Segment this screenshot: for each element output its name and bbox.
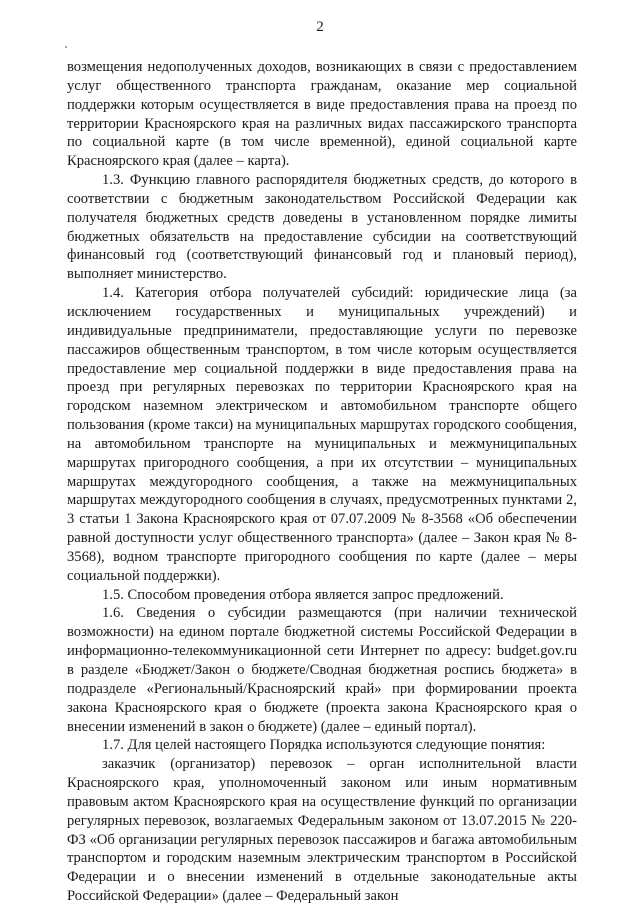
document-body: [67, 58, 577, 906]
paragraph-1-7: 1.7. Для целей настоящего Порядка используются следующие понятия:: [102, 737, 546, 754]
paragraph-1-6: 1.6. Сведения о субсидии размещаются (при наличии технической возможности) на едином портале бюджетной системы Российской Федерации в информационно-телекоммуникационной сети Интернет по адресу: budget.gov.ru в разделе «Бюджет/Закон о бюджете/Сводная бюджетная роспись бюджета» в подразделе «Региональный/Красноярский край» при формировании проекта закона Красноярского края о бюджете (проекта закона Красноярского края о внесении изменений в закон о бюджете) (далее – единый портал).: [67, 605, 577, 735]
paragraph-1-5: 1.5. Способом проведения отбора является запрос предложений.: [102, 586, 504, 603]
paragraph-1-7-definition: заказчик (организатор) перевозок – орган исполнительной власти Красноярского края, уполномоченный законом или иным нормативным правовым актом Красноярского края на осуществление функций по организации регулярных перевозок, возлагаемых Федеральным законом от 13.07.2015 № 220-ФЗ «Об организации регулярных перевозок пассажиров и багажа автомобильным транспортом и городским наземным электрическим транспортом в Российской Федерации и о внесении изменений в отдельные законодательные акты Российской Федерации» (далее – Федеральный закон: [67, 756, 577, 905]
page-number: 2: [316, 19, 324, 35]
paragraph-1-3: 1.3. Функцию главного распорядителя бюджетных средств, до которого в соответствии с бюджетным законодательством Российской Федерации как получателя бюджетных средств доведены в установленном порядке лимиты бюджетных обязательств на предоставление субсидии на соответствующий финансовый год (соответствующий финансовый год и плановый период), выполняет министерство.: [67, 172, 577, 283]
paragraph-continuation: возмещения недополученных доходов, возникающих в связи с предоставлением услуг общественного транспорта гражданам, оказание мер социальной поддержки которым осуществляется в виде предоставления права на проезд по территории Красноярского края на различных видах пассажирского транспорта по социальной карте (в том числе временной), единой социальной карте Красноярского края (далее – карта).: [67, 59, 577, 170]
scan-mark: [65, 46, 67, 48]
paragraph-1-4: 1.4. Категория отбора получателей субсидий: юридические лица (за исключением государственных и муниципальных учреждений) и индивидуальные предприниматели, предоставляющие услуги по перевозке пассажиров общественным транспортом, в том числе которым осуществляется предоставление мер социальной поддержки в виде предоставления права на проезд при регулярных перевозках по территории Красноярского края на городском наземном электрическом и автомобильном транспорте общего пользования (кроме такси) на муниципальных маршрутах городского сообщения, на автомобильном транспорте на муниципальных и межмуниципальных маршрутах пригородного сообщения, а при их отсутствии – муниципальных маршрутах междугородного сообщения, а также на межмуниципальных маршрутах междугородного сообщения в случаях, предусмотренных пунктами 2, 3 статьи 1 Закона Красноярского края от 07.07.2009 № 8-3568 «Об обеспечении равной доступности услуг общественного транспорта» (далее – Закон края № 8-3568), водном транспорте пригородного сообщения по карте (далее – меры социальной поддержки).: [67, 285, 577, 584]
